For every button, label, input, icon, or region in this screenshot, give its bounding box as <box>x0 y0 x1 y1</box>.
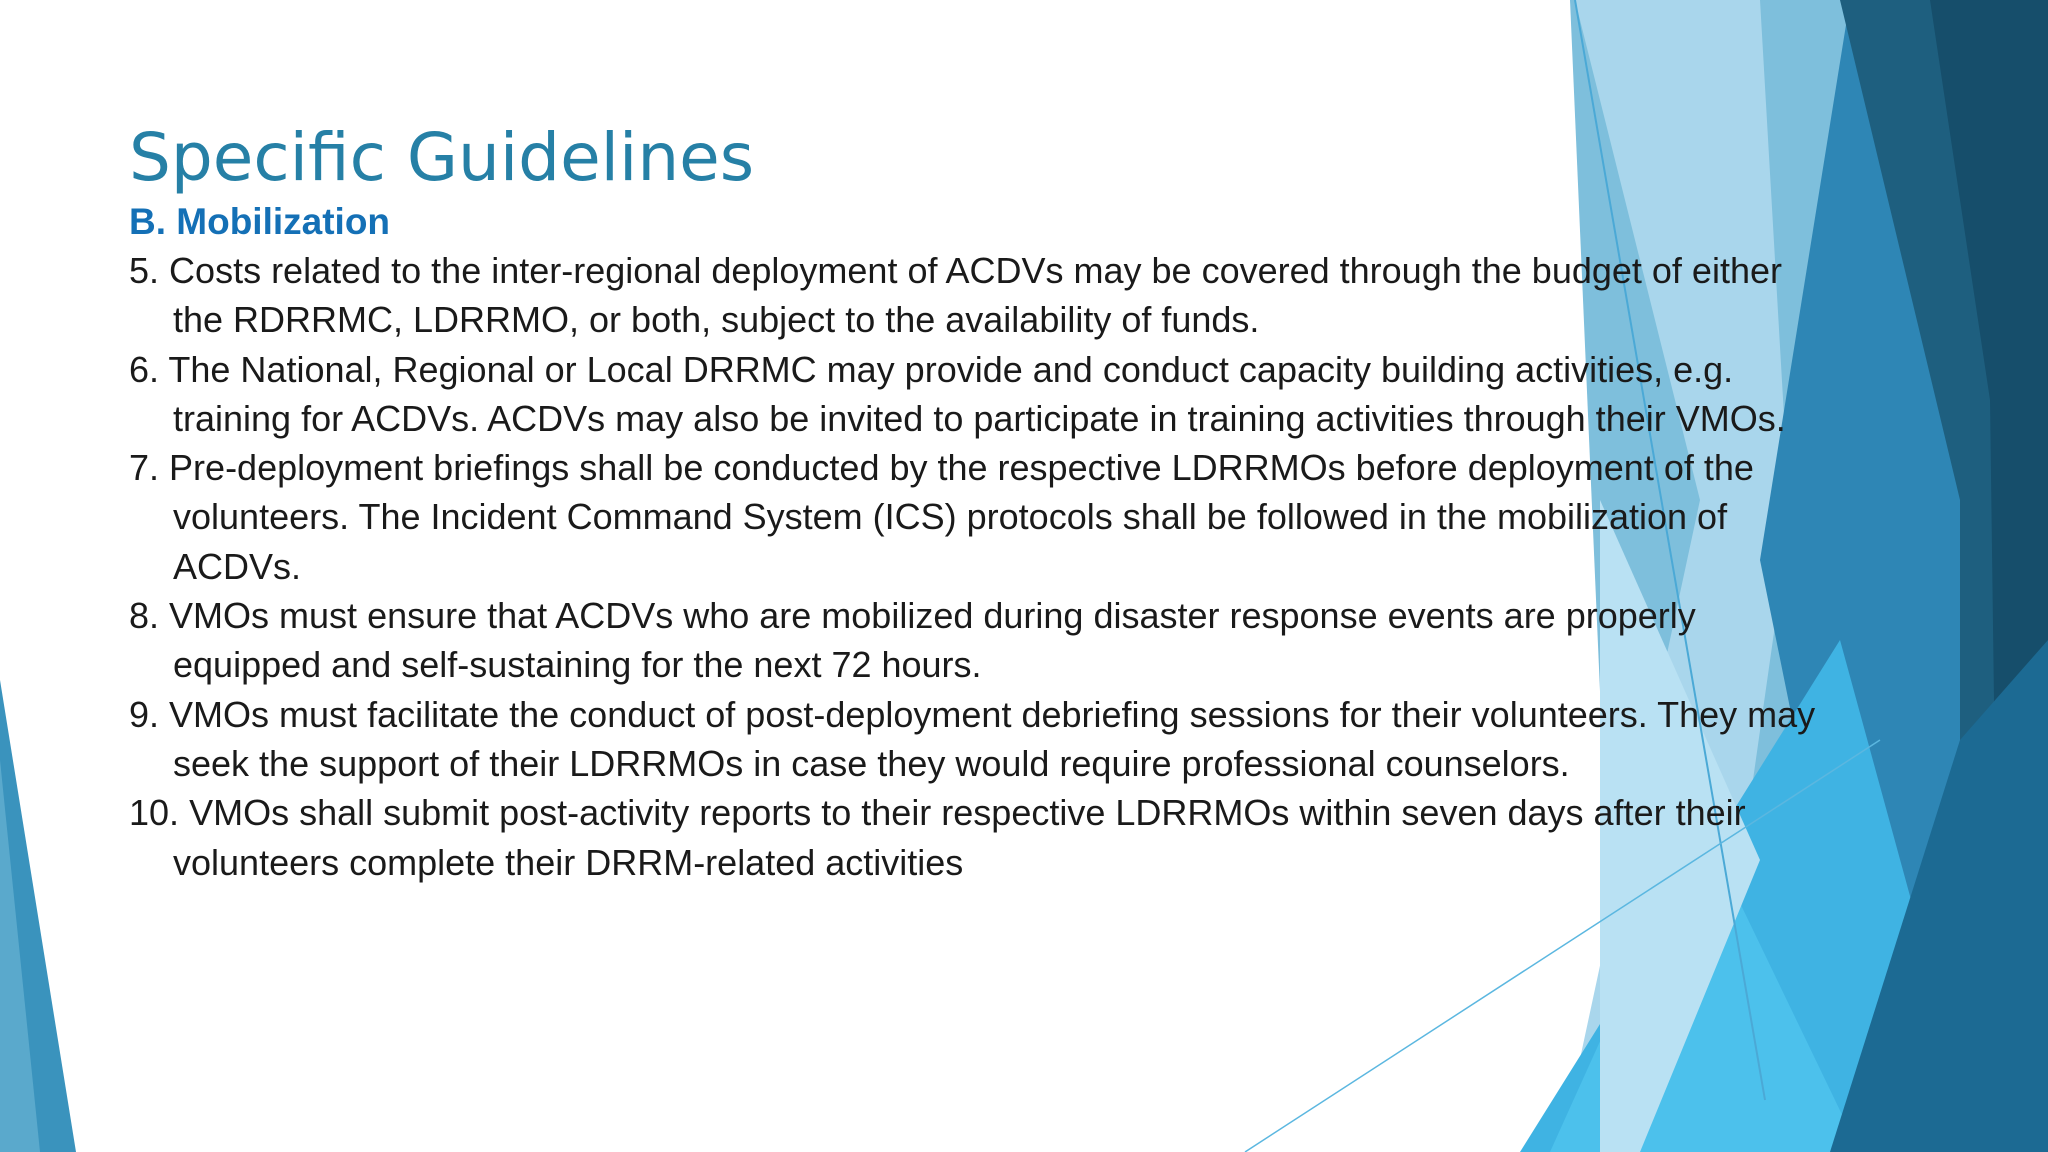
section-subtitle: B. Mobilization <box>129 201 391 242</box>
item-text: VMOs shall submit post-activity reports to their respective LDRRMOs within seven days after their volunteers complete their DRRM-related activities <box>173 792 1746 883</box>
item-text: Costs related to the inter-regional deployment of ACDVs may be covered through the budget of either the RDRRMC, LDRRMO, or both, subject to the availability of funds. <box>169 250 1782 341</box>
slide-title: Specific Guidelines <box>129 119 755 196</box>
list-item <box>129 246 1829 345</box>
item-number: 9. <box>129 693 160 735</box>
list-item <box>129 591 1829 690</box>
item-number: 5. <box>129 250 160 291</box>
item-number: 8. <box>129 595 160 637</box>
list-item <box>129 788 1829 887</box>
slide-content <box>129 118 1829 887</box>
item-text: VMOs must ensure that ACDVs who are mobilized during disaster response events are properly equipped and self-sustaining for the next 72 hours. <box>169 595 1696 686</box>
item-text: VMOs must facilitate the conduct of post-deployment debriefing sessions for their volunteers. They may seek the support of their LDRRMOs in case they would require professional counselors. <box>169 693 1816 784</box>
list-item <box>129 345 1829 444</box>
list-item <box>129 690 1829 789</box>
item-number: 6. <box>129 348 160 390</box>
item-number: 10. <box>129 792 180 834</box>
item-number: 7. <box>129 447 160 489</box>
list-item <box>129 443 1829 591</box>
item-text: Pre-deployment briefings shall be conducted by the respective LDRRMOs before deployment of the volunteers. The Incident Command System (ICS) protocols shall be followed in the mobilization of ACDVs. <box>169 447 1754 587</box>
guideline-list <box>129 246 1829 887</box>
item-text: The National, Regional or Local DRRMC may provide and conduct capacity building activities, e.g. training for ACDVs. ACDVs may also be invited to participate in training activities through their VMOs. <box>168 348 1786 439</box>
